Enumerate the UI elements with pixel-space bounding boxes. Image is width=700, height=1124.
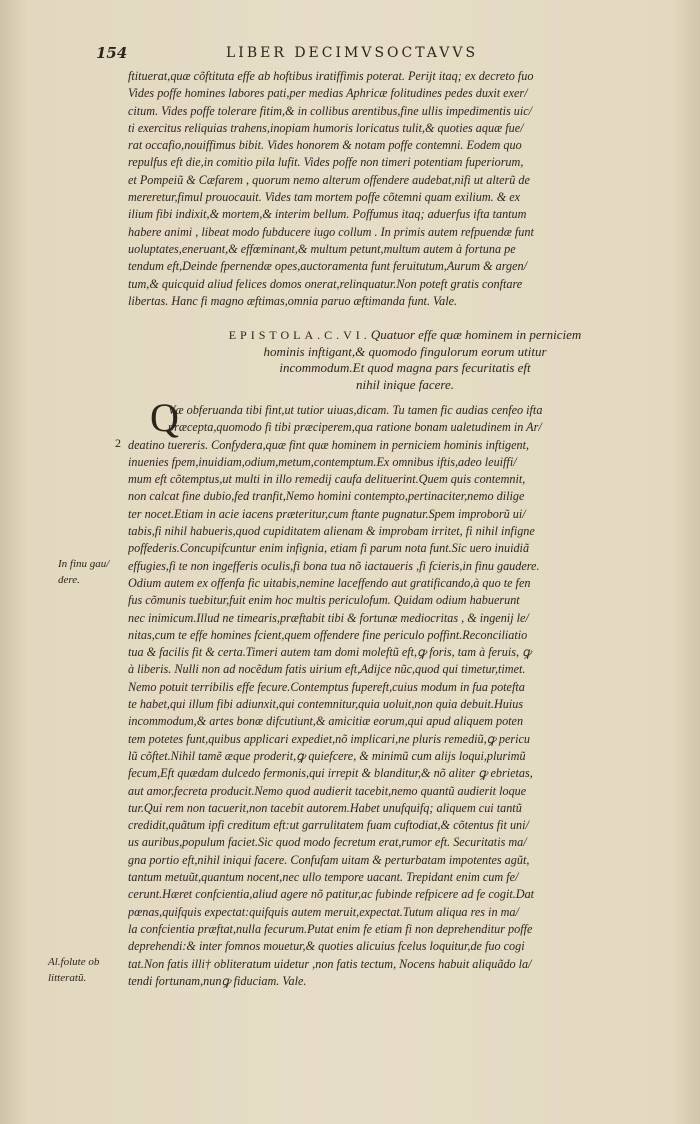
- text-line: lũ cõftet.Nihil tamẽ æque proderit,ꝙ quiefcere, & minimũ cum alijs loqui,plurimũ: [128, 748, 526, 763]
- text-line: rat occafio,nouiffimus bibit. Vides honorem & notam poffe contemni. Eodem quo: [128, 138, 522, 153]
- text-line: fus cõmunis tuebitur,fuit enim hoc multis periculofum. Quidam odium habuerunt: [128, 593, 520, 608]
- text-line: ti exercitus reliquias trahens,inopiam humoris loricatus tulit,& quoties aquæ fue/: [128, 120, 524, 135]
- text-line: habere animi , libeat modo fubducere iugo collum . In primis autem refpuendæ funt: [128, 224, 534, 239]
- text-line: Nemo potuit terribilis effe fecure.Contemptus fupereft,cuius modum in fua potefta: [128, 679, 525, 694]
- margin-note-absolute-obliteratum: [48, 954, 99, 986]
- text-line: te habet,qui illum fibi adiunxit,qui contemnitur,quia uoluit,non quia debuit.Huius: [128, 697, 524, 712]
- text-line: Væ obferuanda tibi fint,ut tutior uiuas,dicam. Tu tamen fic audias cenfeo ifta: [168, 403, 543, 417]
- epistle-label: EPISTOLA.C.VI.: [228, 328, 371, 342]
- drop-capital: Q: [150, 395, 179, 440]
- folio-number: 154: [96, 44, 128, 62]
- epistle-title-line-text: Quatuor effe quæ hominem in perniciem: [370, 327, 582, 342]
- margin-number: 2: [115, 436, 121, 450]
- epistle-title-line: hominis inftigant,& quomodo fingulorum eorum utitur: [263, 343, 547, 359]
- running-head: LIBER DECIMVSOCTAVVS: [226, 45, 479, 61]
- text-line: tabis,fi nihil habueris,quod cupiditatem alienam & improbam irritet, fi nihil infigne: [128, 524, 535, 539]
- text-line: aut amor,fecreta producit.Nemo quod audierit tacebit,nemo quantũ audierit loque: [128, 783, 527, 798]
- margin-note-line: dere.: [58, 574, 80, 586]
- text-line: tendum eft,Deinde fpernendæ opes,auctoramenta funt feruitutum,Aurum & argen/: [128, 259, 527, 274]
- text-line: la confcientia præftat,nulla fecurum.Putat enim fe etiam fi non deprehenditur poffe: [128, 921, 533, 936]
- text-line: repulfus eft die,in comitio pila lufit. Vides poffe non timeri potentiam fuperiorum,: [128, 155, 524, 170]
- text-line: tat.Non fatis illi† obliteratum uidetur ,non fatis tectum, Nocens habuit aliquãdo la/: [128, 956, 532, 971]
- text-line: deatino tuereris. Confydera,quæ fint quæ hominem in perniciem hominis inftigent,: [128, 437, 530, 452]
- text-line: tantum metuũt,quantum nocent,nec ullo tempore uacant. Trepidant enim cum fe/: [128, 870, 519, 885]
- text-line: us auribus,populum faciet.Sic quod modo fecretum erat,rumor eft. Securitatis ma/: [128, 835, 527, 850]
- text-line: tur.Qui rem non tacuerit,non tacebit autorem.Habet unufquifq; aliquem cui tantũ: [128, 800, 522, 815]
- epistle-body-text: [128, 402, 676, 990]
- text-line: tem potetes funt,quibus applicari expediet,nõ implicari,ne pluris remediũ,ꝙ pericu: [128, 731, 531, 746]
- epistle-title-line: incommodum.Et quod magna pars fecuritatis eft: [279, 360, 531, 375]
- text-line: et Pompeiũ & Cæfarem , quorum nemo alterum offendere audebat,nifi ut alterũ de: [128, 172, 530, 187]
- letter-end-text: [128, 68, 676, 310]
- text-line: uoluptates,eneruant,& effœminant,& multum petunt,multum autem à fortuna pe: [128, 241, 516, 256]
- text-line: citum. Vides poffe tolerare fitim,& in collibus arentibus,fine ullis impedimentis uic/: [128, 103, 533, 118]
- margin-note-line: litteratũ.: [48, 972, 87, 984]
- text-line: Vides poffe homines labores pati,per medias Aphricæ folitudines pedes duxit exer/: [128, 86, 528, 101]
- margin-note-line: In finu gau/: [58, 558, 110, 570]
- text-line: fecum,Eft quædam dulcedo fermonis,qui irrepit & blanditur,& nõ aliter ꝙ ebrietas,: [128, 766, 533, 781]
- epistle-title-line: [170, 327, 640, 344]
- text-line: non calcat fine dubio,fed tranfit,Nemo homini contempto,pertinaciter,nemo dilige: [128, 489, 525, 504]
- text-line: credidit,quãtum ipfi creditum eft:ut garrulitatem fuam cuftodiat,& cõtentus fit uni/: [128, 818, 529, 833]
- text-line: à liberis. Nulli non ad nocẽdum fatis uirium eft,Adijce nũc,quod qui timetur,timet.: [128, 662, 526, 677]
- text-line: tua & facilis fit & certa.Timeri autem tam domi moleftũ eft,ꝙ foris, tam à feruis, ꝙ: [128, 645, 532, 660]
- text-line: ter nocet.Etiam in acie iacens præteritur,cum ftante pugnatur.Spem improborũ ui/: [128, 506, 526, 521]
- text-line: effugies,fi te non ingefferis oculis,fi bona tua nõ iactaueris ,fi fcieris,in finu gaudere.: [128, 558, 540, 573]
- text-line: tum,& quicquid aliud felices domos onerat,relinquatur.Non poteft gratis conftare: [128, 276, 523, 291]
- text-line: mum eft cõtemptus,ut multi in illo remedij caufa delituerint.Quem quis contemnit,: [128, 472, 526, 487]
- text-line: Odium autem ex offenfa fic uitabis,nemine laceffendo aut gratificando,à quo te fen: [128, 575, 531, 590]
- text-line: mereretur,fimul prouocauit. Vides tam mortem poffe cõtemni quam exilium. & ex: [128, 190, 521, 205]
- text-line: præcepta,quomodo fi tibi præciperem,qua ratione bonam ualetudinem in Ar/: [168, 420, 542, 435]
- text-line: poffederis.Concupifcuntur enim infignia, etiam fi parum nota funt.Sic uero inuidiã: [128, 541, 530, 556]
- text-line: tendi fortunam,nunꝙ fiduciam. Vale.: [128, 973, 307, 988]
- text-line: libertas. Hanc fi magno æftimas,omnia paruo æftimanda funt. Vale.: [128, 293, 458, 308]
- text-line: nec inimicum.Illud ne timearis,præftabit tibi & fortunæ mediocritas , & ingenij le/: [128, 610, 529, 625]
- text-line: inuenies fpem,inuidiam,odium,metum,contemptum.Ex omnibus iftis,adeo leuiffi/: [128, 454, 517, 469]
- epistle-title-line: nihil inique facere.: [355, 376, 455, 392]
- text-line: incommodum,& artes bonæ difcutiunt,& amicitiæ eorum,qui apud aliquem poten: [128, 714, 524, 729]
- epistle-title: [170, 327, 640, 393]
- margin-note-in-sinu-gaudere: [58, 556, 109, 588]
- text-line: ilium fibi indixit,& mortem,& interim bellum. Poffumus itaq; aduerfus ifta tantum: [128, 207, 527, 222]
- text-line: deprehendi:& inter fomnos mouetur,& quoties alicuius fcelus loquitur,de fuo cogi: [128, 939, 525, 954]
- text-line: ftituerat,quæ cõftituta effe ab hoftibus iratiffimis poterat. Perijt itaq; ex decreto fuo: [128, 69, 534, 83]
- text-line: gna portio eft,nihil iniqui facere. Confufam uitam & perturbatam impotentes agũt,: [128, 852, 530, 867]
- page-header: [0, 44, 700, 64]
- text-line: pœnas,quifquis expectat:quifquis autem meruit,expectat.Tutum aliqua res in ma/: [128, 904, 519, 919]
- text-line: cerunt.Hæret confcientia,aliud agere nõ patitur,ac fubinde refpicere ad fe cogit.Dat: [128, 887, 535, 902]
- margin-note-line: Al.folute ob: [48, 956, 100, 968]
- text-line: nitas,cum te effe homines fcient,quem offendere fine periculo poffint.Reconciliatio: [128, 627, 528, 642]
